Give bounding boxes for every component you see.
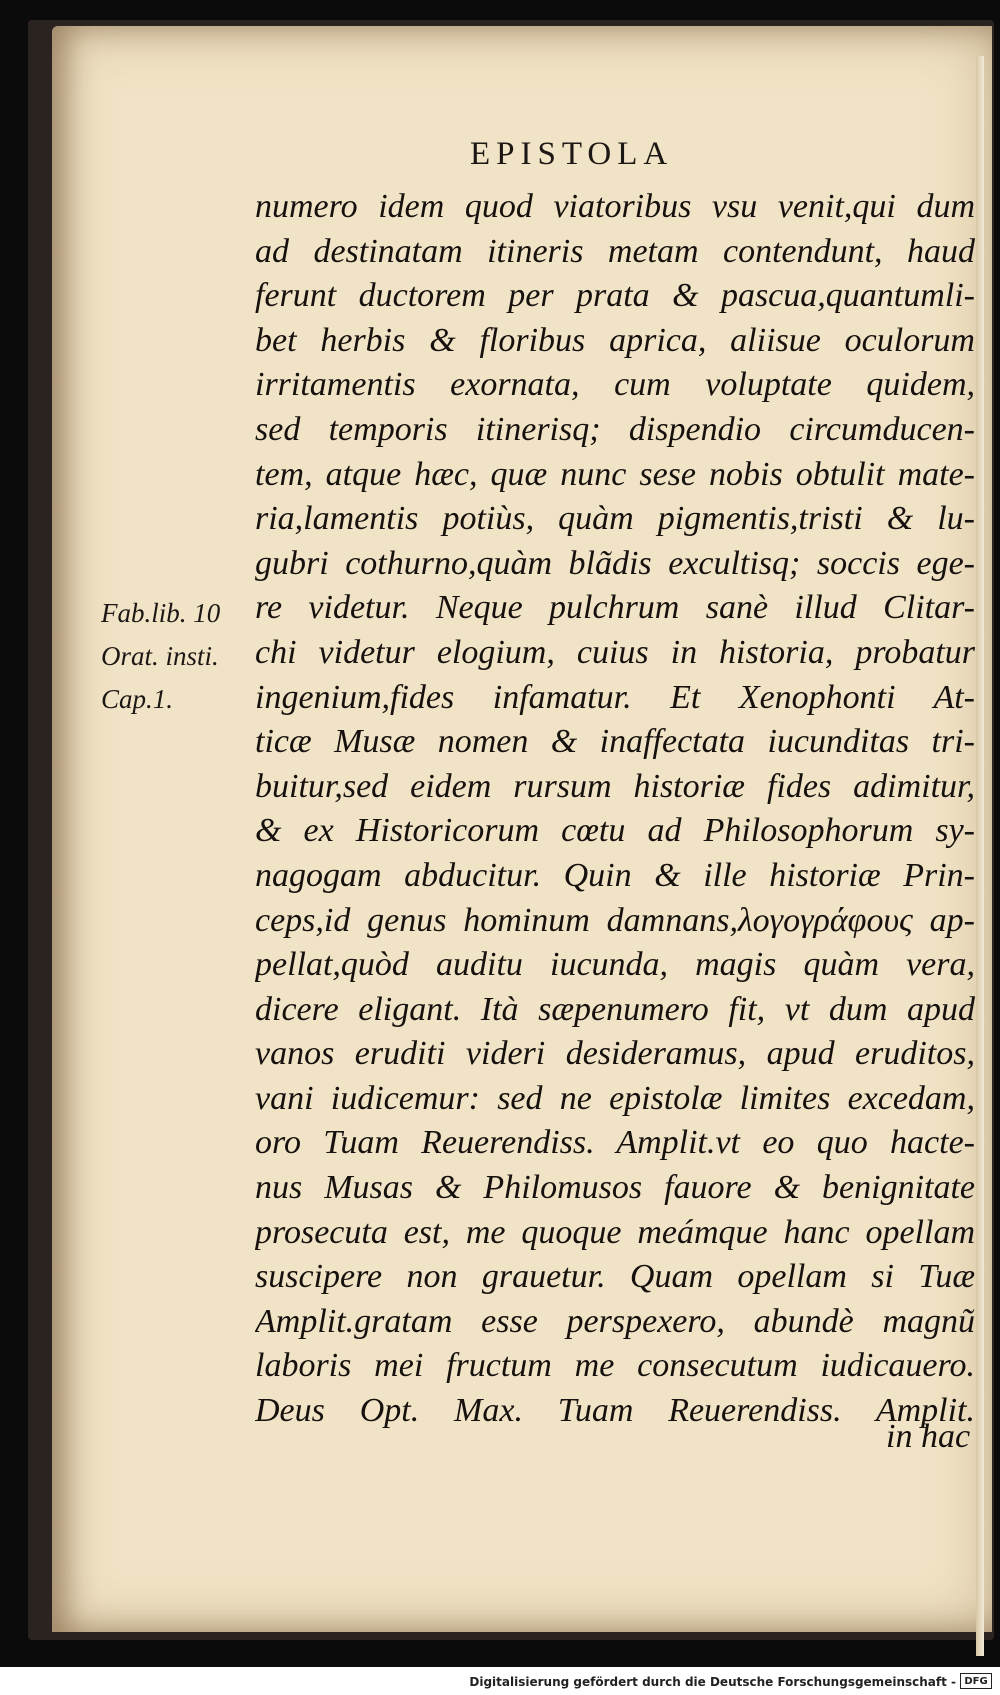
text-line: buitur,sed eidem rursum historiæ fides adimitur, bbox=[255, 767, 975, 805]
text-line: ingenium,fides infamatur. Et Xenophonti At- bbox=[255, 678, 975, 716]
text-line: nagogam abducitur. Quin & ille historiæ Prin- bbox=[255, 856, 975, 894]
text-line: ticæ Musæ nomen & inaffectata iucunditas tri- bbox=[255, 723, 975, 761]
text-line: vanos eruditi videri desideramus, apud eruditos, bbox=[255, 1035, 975, 1073]
text-line: ceps,id genus hominum damnans,λογογράφους ap- bbox=[255, 901, 975, 939]
text-line: ria,lamentis potiùs, quàm pigmentis,tristi & lu- bbox=[255, 500, 975, 538]
text-line: sed temporis itinerisq; dispendio circumducen- bbox=[255, 410, 975, 448]
text-line: pellat,quòd auditu iucunda, magis quàm vera, bbox=[255, 946, 975, 984]
text-line: Amplit.gratam esse perspexero, abundè magnũ bbox=[255, 1302, 975, 1340]
digitization-footer bbox=[0, 1667, 1000, 1695]
text-line: laboris mei fructum me consecutum iudicauero. bbox=[255, 1347, 975, 1385]
text-line: suscipere non grauetur. Quam opellam si Tuæ bbox=[255, 1258, 975, 1296]
running-head: EPISTOLA bbox=[470, 136, 674, 172]
body-text bbox=[255, 185, 975, 1434]
text-line: vani iudicemur: sed ne epistolæ limites excedam, bbox=[255, 1079, 975, 1117]
text-line: ad destinatam itineris metam contendunt, haud bbox=[255, 232, 975, 270]
dfg-logo: DFG bbox=[960, 1673, 992, 1689]
text-line: chi videtur elogium, cuius in historia, probatur bbox=[255, 633, 975, 671]
margin-note: Orat. insti. bbox=[101, 641, 219, 671]
margin-notes bbox=[101, 592, 220, 721]
text-line: dicere eligant. Ità sæpenumero fit, vt dum apud bbox=[255, 990, 975, 1028]
margin-note: Fab.lib. 10 bbox=[101, 598, 221, 628]
text-line: numero idem quod viatoribus vsu venit,qui dum bbox=[255, 188, 975, 225]
text-line: Deus Opt. Max. Tuam Reuerendiss. Amplit. bbox=[255, 1392, 975, 1430]
funding-credit: Digitalisierung gefördert durch die Deutsche Forschungsgemeinschaft - bbox=[469, 1675, 956, 1689]
margin-note: Cap.1. bbox=[101, 684, 174, 714]
text-line: irritamentis exornata, cum voluptate quidem, bbox=[255, 366, 975, 404]
text-line: prosecuta est, me quoque meámque hanc opellam bbox=[255, 1213, 975, 1251]
text-line: re videtur. Neque pulchrum sanè illud Clitar- bbox=[255, 589, 975, 627]
catchword: in hac bbox=[886, 1418, 971, 1455]
text-line: ferunt ductorem per prata & pascua,quantumli- bbox=[255, 277, 975, 315]
text-line: tem, atque hæc, quæ nunc sese nobis obtulit mate- bbox=[255, 455, 975, 493]
text-line: gubri cothurno,quàm blãdis excultisq; soccis ege- bbox=[255, 544, 975, 582]
page-edge bbox=[976, 56, 984, 1656]
text-line: bet herbis & floribus aprica, aliisue oculorum bbox=[255, 321, 975, 359]
text-line: nus Musas & Philomusos fauore & benignitate bbox=[255, 1169, 975, 1207]
text-line: oro Tuam Reuerendiss. Amplit.vt eo quo hacte- bbox=[255, 1124, 975, 1162]
text-line: & ex Historicorum cœtu ad Philosophorum sy- bbox=[255, 812, 975, 850]
